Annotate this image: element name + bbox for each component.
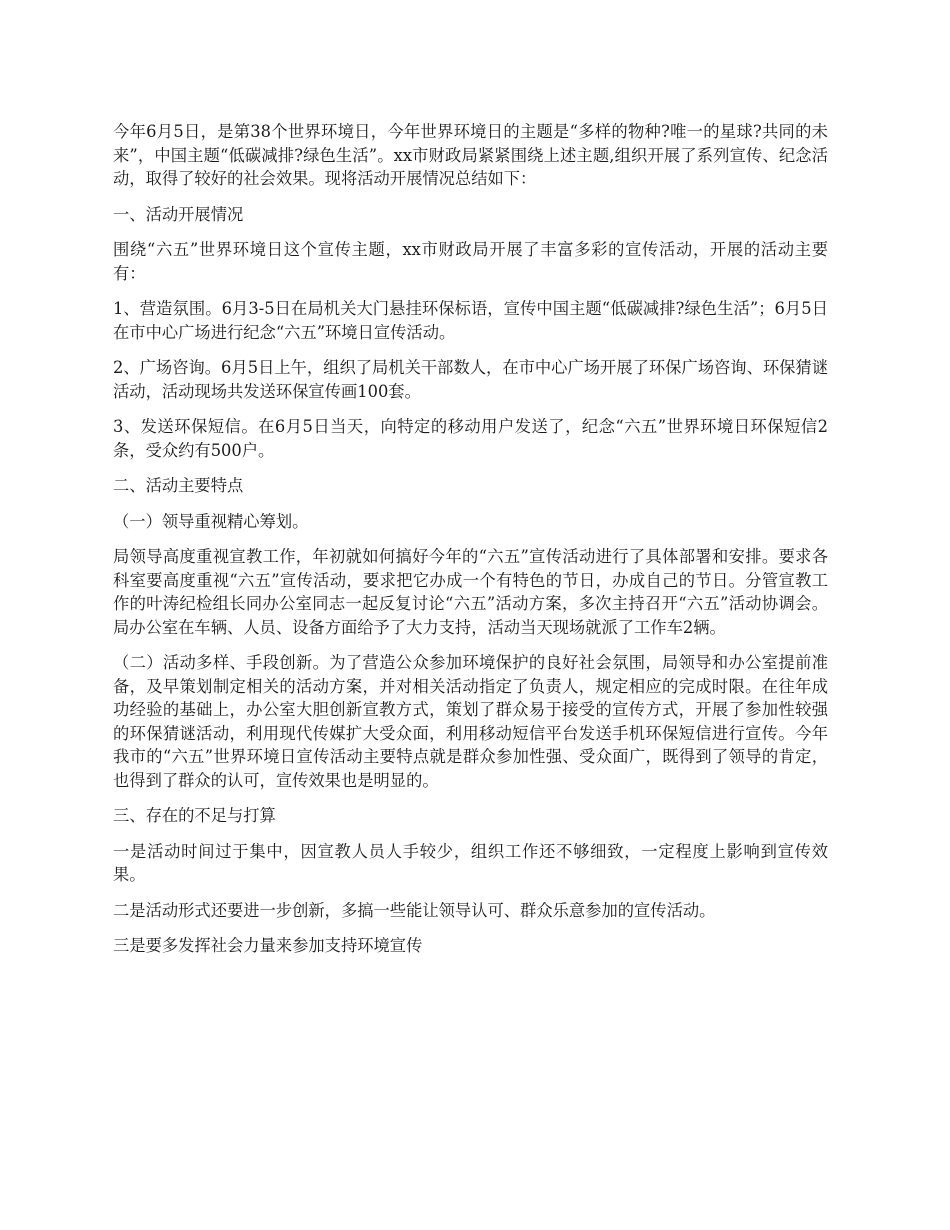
list-item: 3、发送环保短信。在6月5日当天，向特定的移动用户发送了，纪念“六五”世界环境日环保短信2条，受众约有500户。: [113, 417, 828, 460]
paragraph: 围绕“六五”世界环境日这个宣传主题，xx市财政局开展了丰富多彩的宣传活动，开展的活动主要有：: [113, 240, 828, 283]
paragraph: 二是活动形式还要进一步创新，多搞一些能让领导认可、群众乐意参加的宣传活动。: [113, 900, 716, 920]
document-body: [113, 120, 828, 970]
subheading: （一）领导重视精心筹划。: [113, 511, 309, 531]
intro-paragraph: 今年6月5日，是第38个世界环境日，今年世界环境日的主题是“多样的物种?唯一的星球?共同的未来”，中国主题“低碳减排?绿色生活”。xx市财政局紧紧围绕上述主题,组织开展了系列宣传、纪念活动，取得了较好的社会效果。现将活动开展情况总结如下：: [113, 122, 828, 188]
paragraph: 局领导高度重视宣教工作，年初就如何搞好今年的“六五”宣传活动进行了具体部署和安排。要求各科室要高度重视“六五”宣传活动，要求把它办成一个有特色的节日，办成自己的节日。分管宣教工作的叶涛纪检组长同办公室同志一起反复讨论“六五”活动方案，多次主持召开“六五”活动协调会。局办公室在车辆、人员、设备方面给予了大力支持，活动当天现场就派了工作车2辆。: [113, 547, 828, 637]
paragraph: （二）活动多样、手段创新。为了营造公众参加环境保护的良好社会氛围，局领导和办公室提前准备，及早策划制定相关的活动方案，并对相关活动指定了负责人，规定相应的完成时限。在往年成功经验的基础上，办公室大胆创新宣教方式，策划了群众易于接受的宣传方式，开展了参加性较强的环保猜谜活动，利用现代传媒扩大受众面，利用移动短信平台发送手机环保短信进行宣传。今年我市的“六五”世界环境日宣传活动主要特点就是群众参加性强、受众面广，既得到了领导的肯定，也得到了群众的认可，宣传效果也是明显的。: [113, 653, 828, 790]
section-heading-2: 二、活动主要特点: [113, 476, 244, 495]
section-heading-3: 三、存在的不足与打算: [113, 806, 276, 825]
paragraph: 三是要多发挥社会力量来参加支持环境宣传: [113, 936, 423, 955]
paragraph: 一是活动时间过于集中，因宣教人员人手较少，组织工作还不够细致，一定程度上影响到宣传效果。: [113, 841, 828, 884]
list-item: 2、广场咨询。6月5日上午，组织了局机关干部数人，在市中心广场开展了环保广场咨询、环保猜谜活动，活动现场共发送环保宣传画100套。: [113, 358, 828, 401]
section-heading-1: 一、活动开展情况: [113, 204, 244, 224]
list-item: 1、营造氛围。6月3-5日在局机关大门悬挂环保标语，宣传中国主题“低碳减排?绿色生活”；6月5日在市中心广场进行纪念“六五”环境日宣传活动。: [113, 299, 828, 342]
